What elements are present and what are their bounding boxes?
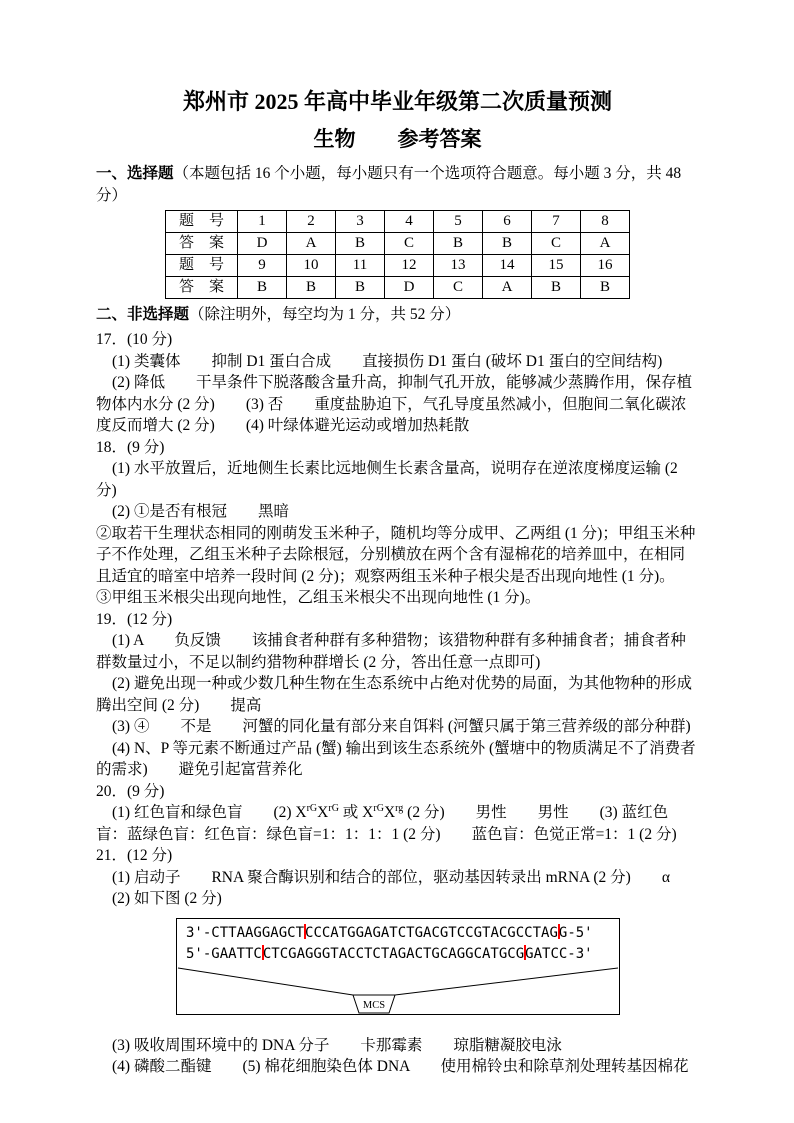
table-row: [166, 211, 630, 233]
answer-cell: 9: [238, 255, 287, 277]
text-run: GATCC-3': [525, 945, 593, 962]
text-run: 20．(9 分): [96, 782, 165, 800]
text-run: 18．(9 分): [96, 438, 165, 456]
answer-cell: D: [238, 233, 287, 255]
q21-answer-1: [96, 867, 699, 889]
table-row: [166, 233, 630, 255]
answer-cell: A: [581, 233, 630, 255]
answer-cell: 6: [483, 211, 532, 233]
answer-cell: B: [581, 277, 630, 299]
row-label-cell: 答 案: [166, 233, 238, 255]
section2-heading-label: 二、非选择题: [96, 306, 190, 323]
superscript-text: rG: [373, 802, 384, 814]
answer-cell: B: [336, 277, 385, 299]
text-run: 或 X: [338, 804, 374, 821]
q20-answer-1-2-3: [96, 802, 699, 845]
answer-cell: 1: [238, 211, 287, 233]
funnel-line-left: [178, 968, 353, 995]
q21-head: [96, 845, 699, 867]
answer-cell: 4: [385, 211, 434, 233]
text-run: (1) 启动子 RNA 聚合酶识别和结合的部位，驱动基因转录出 mRNA (2 分) α: [112, 868, 670, 886]
answer-cell: 3: [336, 211, 385, 233]
text-run: 5'-GAATTC: [186, 945, 262, 962]
text-run: X: [317, 804, 329, 821]
answer-cell: 14: [483, 255, 532, 277]
q19-answer-1: [96, 630, 699, 673]
row-label-cell: 题 号: [166, 211, 238, 233]
text-run: G-5': [558, 924, 593, 941]
dna-strand-bottom: [177, 944, 619, 965]
text-run: 17．(10 分): [96, 331, 173, 348]
table-row: [166, 255, 630, 277]
q17-head: [96, 329, 699, 351]
mcs-label: MCS: [362, 999, 386, 1011]
answer-cell: B: [336, 233, 385, 255]
text-run: (2) ①是否有根冠 黑暗: [112, 503, 289, 520]
section1-heading: [96, 163, 699, 207]
answer-cell: 8: [581, 211, 630, 233]
text-run: (1) 红色盲和绿色盲 (2) X: [112, 804, 307, 821]
answer-cell: B: [434, 233, 483, 255]
dna-strand-top: [177, 923, 619, 944]
q19-answer-2: [96, 673, 699, 716]
q19-answer-3: [96, 716, 699, 738]
text-run: CCCATGGAGATCTGACGTCCGTACGCCTAG: [305, 924, 558, 941]
mcs-plasmid-diagram: [176, 918, 620, 1015]
answer-cell: C: [434, 277, 483, 299]
answer-cell: C: [385, 233, 434, 255]
q18-answer-2-3: [96, 587, 699, 609]
answer-cell: A: [287, 233, 336, 255]
answer-cell: C: [532, 233, 581, 255]
answer-cell: 15: [532, 255, 581, 277]
text-run: (2 分) 男性 男性 (3) 蓝红色盲：蓝绿色盲：红色盲：绿色盲=1：1：1：1 (2 分) 蓝色盲：色觉正常=1：1 (2 分): [96, 804, 677, 843]
text-run: (4) N、P 等元素不断通过产品 (蟹) 输出到该生态系统外 (蟹塘中的物质满足不了消费者的需求) 避免引起富营养化: [96, 739, 696, 778]
superscript-text: rG: [328, 802, 339, 814]
answers-body-part1: [96, 329, 699, 910]
text-run: (2) 如下图 (2 分): [112, 890, 222, 907]
answer-table: [165, 210, 630, 299]
mcs-funnel-graphic: [177, 967, 619, 1014]
answer-cell: 5: [434, 211, 483, 233]
text-run: (2) 降低 干旱条件下脱落酸含量升高，抑制气孔开放，能够减少蒸腾作用，保存植物体内水分 (2 分) (3) 否 重度盐胁迫下，气孔导度虽然减小，但胞间二氧化碳浓度反而增大 (2 分) (4) 叶绿体避光运动或增加热耗散: [96, 374, 692, 434]
answer-cell: B: [483, 233, 532, 255]
q19-head: [96, 609, 699, 631]
superscript-text: rG: [306, 802, 318, 814]
text-run: (3) 吸收周围环境中的 DNA 分子 卡那霉素 琼脂糖凝胶电泳: [112, 1036, 562, 1054]
q21-answer-4-5: [96, 1056, 699, 1078]
q18-answer-2-1: [96, 501, 699, 523]
answer-cell: 7: [532, 211, 581, 233]
q17-answer-1: [96, 351, 699, 373]
q17-answer-2-3-4: [96, 372, 699, 437]
q21-answer-3: [96, 1035, 699, 1057]
funnel-line-right: [395, 968, 618, 995]
q18-head: [96, 437, 699, 459]
text-run: (1) 类囊体 抑制 D1 蛋白合成 直接损伤 D1 蛋白 (破坏 D1 蛋白的空间结构): [112, 352, 663, 370]
q21-answer-2: [96, 888, 699, 910]
document-title: 郑州市 2025 年高中毕业年级第二次质量预测: [182, 89, 612, 114]
text-run: ③甲组玉米根尖出现向地性，乙组玉米根尖不出现向地性 (1 分)。: [96, 589, 541, 606]
text-run: (1) A 负反馈 该捕食者种群有多种猎物；该猎物种群有多种捕食者；捕食者种群数量过小，不足以制约猎物种群增长 (2 分，答出任意一点即可): [96, 632, 686, 671]
answer-cell: B: [532, 277, 581, 299]
row-label-cell: 题 号: [166, 255, 238, 277]
text-run: (4) 磷酸二酯键 (5) 棉花细胞染色体 DNA 使用棉铃虫和除草剂处理转基因棉花: [112, 1058, 689, 1075]
text-run: 21．(12 分): [96, 847, 173, 864]
text-run: (3) ④ 不是 河蟹的同化量有部分来自饵料 (河蟹只属于第三营养级的部分种群): [112, 718, 691, 735]
answer-cell: 11: [336, 255, 385, 277]
q18-answer-2-2: [96, 523, 699, 588]
row-label-cell: 答 案: [166, 277, 238, 299]
superscript-text: rg: [395, 802, 404, 814]
q18-answer-1: [96, 458, 699, 501]
section1-heading-label: 一、选择题: [96, 165, 174, 182]
answer-cell: 13: [434, 255, 483, 277]
answer-cell: 2: [287, 211, 336, 233]
text-run: CTCGAGGGTACCTCTAGACTGCAGGCATGCG: [262, 945, 525, 962]
q19-answer-4: [96, 738, 699, 781]
answer-cell: A: [483, 277, 532, 299]
table-row: [166, 277, 630, 299]
section2-heading-note: （除注明外，每空均为 1 分，共 52 分）: [189, 306, 461, 323]
section2-heading: [96, 304, 699, 326]
section1-heading-note: （本题包括 16 个小题，每小题只有一个选项符合题意。每小题 3 分，共 48 分）: [96, 165, 682, 204]
text-run: ②取若干生理状态相同的刚萌发玉米种子，随机均等分成甲、乙两组 (1 分)；甲组玉米种子不作处理，乙组玉米种子去除根冠，分别横放在两个含有湿棉花的培养皿中，在相同且适宜的暗室中培养一段时间 (2 分)；观察两组玉米种子根尖是否出现向地性 (1 分)。: [96, 524, 696, 585]
answer-cell: 16: [581, 255, 630, 277]
answer-cell: B: [238, 277, 287, 299]
document-subtitle: 生物 参考答案: [313, 127, 482, 151]
text-run: (1) 水平放置后，近地侧生长素比远地侧生长素含量高，说明存在逆浓度梯度运输 (2 分): [96, 460, 678, 499]
text-run: X: [383, 804, 396, 821]
q20-head: [96, 781, 699, 803]
answer-cell: B: [287, 277, 336, 299]
text-run: (2) 避免出现一种或少数几种生物在生态系统中占绝对优势的局面，为其他物种的形成腾出空间 (2 分) 提高: [96, 675, 692, 714]
answer-cell: 12: [385, 255, 434, 277]
answer-cell: D: [385, 277, 434, 299]
answers-body-part2: [96, 1035, 699, 1078]
answer-cell: 10: [287, 255, 336, 277]
text-run: 3'-CTTAAGGAGCT: [186, 924, 305, 941]
text-run: 19．(12 分): [96, 610, 173, 628]
